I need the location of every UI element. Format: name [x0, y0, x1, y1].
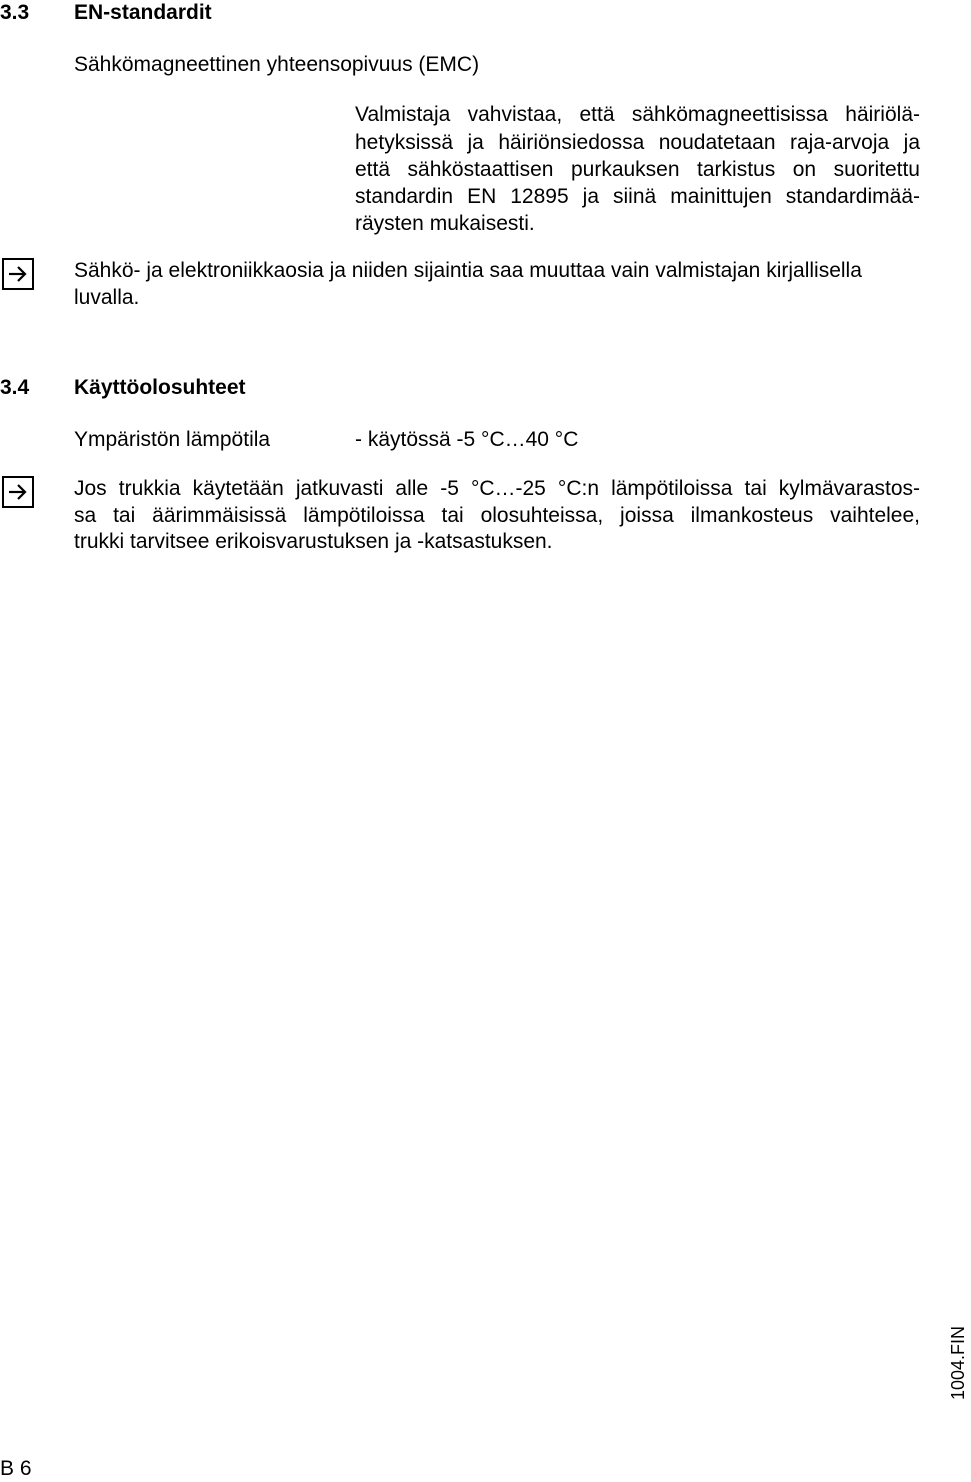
ambient-temperature-value: - käytössä -5 °C…40 °C: [355, 428, 579, 451]
emc-line: Valmistaja vahvistaa, että sähkömagneettisissa häiriölä-: [355, 103, 920, 126]
note-line: luvalla.: [74, 286, 140, 309]
section-subtitle-emc: Sähkömagneettinen yhteensopivuus (EMC): [74, 53, 480, 76]
note-line: sa tai äärimmäisissä lämpötiloissa tai olosuhteissa, joissa ilmankosteus vaihtelee,: [74, 504, 920, 527]
note-line: Jos trukkia käytetään jatkuvasti alle -5 °C…-25 °C:n lämpötiloissa tai kylmävarastos-: [74, 477, 920, 500]
arrow-right-icon: [2, 476, 34, 508]
note-line: Sähkö- ja elektroniikkaosia ja niiden sijaintia saa muuttaa vain valmistajan kirjallisella: [74, 259, 862, 282]
section-number-3-4: 3.4: [0, 376, 30, 399]
section-title-3-4: Käyttöolosuhteet: [74, 376, 246, 399]
page-number: B 6: [0, 1457, 32, 1480]
arrow-right-icon: [2, 258, 34, 290]
emc-line: hetyksissä ja häiriönsiedossa noudatetaan raja-arvoja ja: [355, 131, 920, 154]
emc-line: että sähköstaattisen purkauksen tarkistus on suoritettu: [355, 158, 920, 181]
document-code: 1004.FIN: [948, 1325, 968, 1400]
section-title-3-3: EN-standardit: [74, 1, 212, 24]
section-number-3-3: 3.3: [0, 1, 30, 24]
ambient-temperature-label: Ympäristön lämpötila: [74, 428, 271, 451]
emc-line: räysten mukaisesti.: [355, 212, 535, 235]
emc-line: standardin EN 12895 ja siinä mainittujen standardimää-: [355, 185, 920, 208]
note-line: trukki tarvitsee erikoisvarustuksen ja -katsastuksen.: [74, 530, 553, 553]
